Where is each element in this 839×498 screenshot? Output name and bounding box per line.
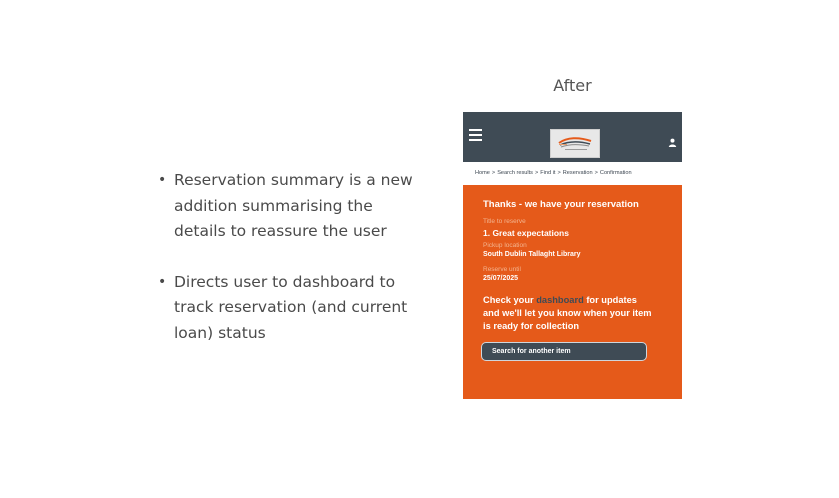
pickup-location-label: Pickup location xyxy=(483,242,527,249)
breadcrumb-separator: > xyxy=(594,170,598,176)
bullet-text: Reservation summary is a new addition summarising the details to reassure the user xyxy=(174,171,413,240)
breadcrumb xyxy=(463,162,682,185)
breadcrumb-reservation[interactable]: Reservation xyxy=(562,170,593,176)
dashboard-message-prefix: Check your xyxy=(483,295,537,305)
bullet-glyph: • xyxy=(158,172,167,188)
breadcrumb-confirmation: Confirmation xyxy=(599,170,632,176)
user-icon[interactable] xyxy=(668,134,677,143)
breadcrumb-separator: > xyxy=(491,170,496,176)
library-logo[interactable] xyxy=(550,129,600,158)
breadcrumb-find-it[interactable]: Find it xyxy=(540,170,556,176)
dashboard-message-suffix: for updates and we'll let you know when your item is ready for collection xyxy=(483,295,652,331)
confirmation-title: Thanks - we have your reservation xyxy=(483,199,639,210)
after-heading: After xyxy=(553,76,592,95)
bullet-glyph: • xyxy=(158,273,167,290)
breadcrumb-search-results[interactable]: Search results xyxy=(497,170,533,176)
reservation-summary-panel xyxy=(463,185,682,399)
reserve-until-label: Reserve until xyxy=(483,266,521,273)
breadcrumb-separator: > xyxy=(534,170,539,176)
dashboard-message xyxy=(483,294,653,333)
dashboard-link[interactable]: dashboard xyxy=(536,295,584,305)
search-another-item-button[interactable]: Search for another item xyxy=(481,342,647,361)
breadcrumb-home[interactable]: Home xyxy=(475,170,490,176)
bullet-text: Directs user to dashboard to track reservation (and current loan) status xyxy=(174,272,408,342)
reserve-until-value: 25/07/2025 xyxy=(483,275,519,282)
bullet-item xyxy=(158,270,418,347)
hamburger-menu-icon[interactable] xyxy=(469,129,482,143)
app-header xyxy=(463,112,682,162)
title-to-reserve-label: Title to reserve xyxy=(483,218,526,225)
title-to-reserve-value: 1. Great expectations xyxy=(483,228,569,238)
library-logo-graphic xyxy=(551,130,599,157)
breadcrumb-separator: > xyxy=(557,170,561,176)
bullet-item xyxy=(158,168,418,245)
phone-screenshot xyxy=(463,112,682,399)
pickup-location-value: South Dublin Tallaght Library xyxy=(483,251,581,258)
bullet-list xyxy=(158,168,418,371)
